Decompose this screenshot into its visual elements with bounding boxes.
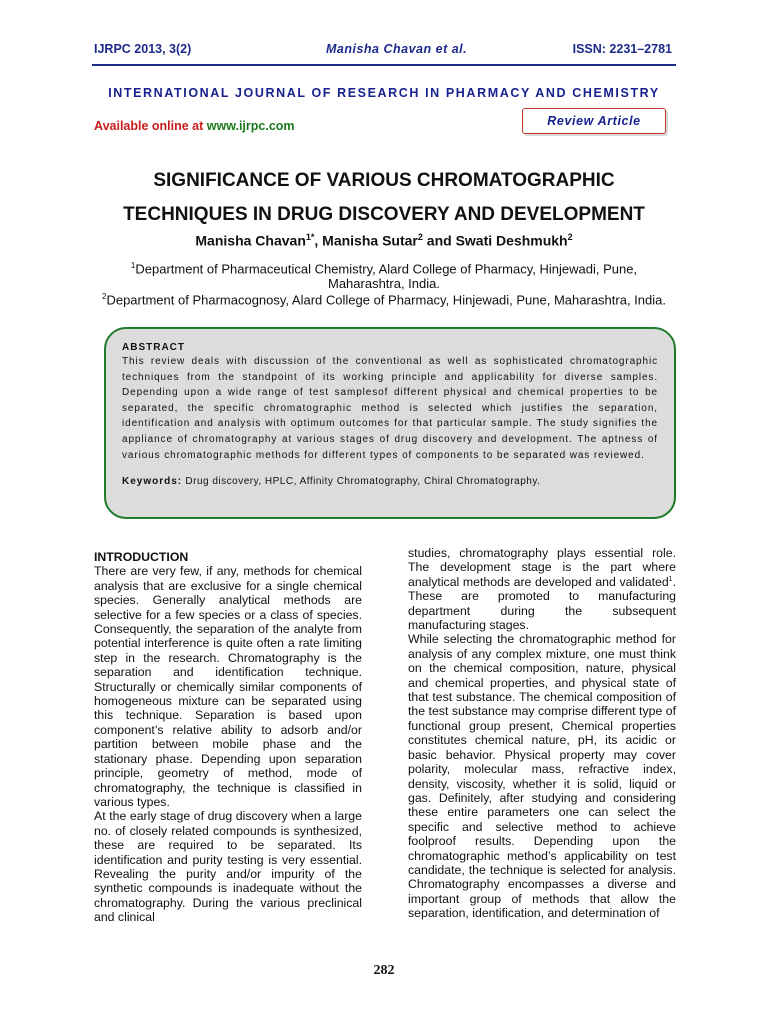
running-authors: Manisha Chavan et al. <box>326 42 468 56</box>
abstract-text: This review deals with discussion of the conventional as well as sophisticated chromatographic techniques from the standpoint of its working principle and applicability for diverse samples. Depending upon a wide range of test samplesof different physical and chemical properties to be separated, the specific chromatographic method is selected which justifies the separation, identification and analysis with optimum outcomes for that particular sample. The study signifies the appliance of chromatography at various stages of drug discovery and development. The aptness of various chromatographic methods for different types of components to be separated was reviewed. <box>122 356 658 461</box>
title-line-1: SIGNIFICANCE OF VARIOUS CHROMATOGRAPHIC <box>153 170 615 191</box>
author-3-mark: 2 <box>567 232 573 242</box>
abstract-heading: ABSTRACT <box>122 342 185 353</box>
author-3: Swati Deshmukh <box>455 232 568 249</box>
affiliation-2 <box>92 289 676 307</box>
issn: ISSN: 2231–2781 <box>572 42 672 56</box>
paragraph: At the early stage of drug discovery when a large no. of closely related compounds is synthesized, these are required to be separated. Its identification and purity testing is very essential. Revealing the purity and/or impurity of the synthetic compounds is inadequate without the chromatography. During the various preclinical and clinical <box>94 809 362 925</box>
running-header <box>94 42 672 60</box>
affiliation-text: Department of Pharmacognosy, Alard College of Pharmacy, Hinjewadi, Pune, Maharashtra, India. <box>106 292 666 308</box>
paragraph <box>408 546 676 632</box>
journal-citation: IJRPC 2013, 3(2) <box>94 42 192 56</box>
affiliation-text: Department of Pharmaceutical Chemistry, Alard College of Pharmacy, Hinjewadi, Pune, Maharashtra, India. <box>135 261 638 292</box>
author-1: Manisha Chavan <box>195 232 306 249</box>
body-column-right <box>408 546 676 921</box>
header-divider <box>92 64 676 66</box>
affiliation-mark: 1 <box>130 261 136 270</box>
body-column-left <box>94 550 362 925</box>
abstract-box <box>104 327 676 519</box>
affiliation-mark: 2 <box>102 292 107 301</box>
journal-url-link[interactable]: www.ijrpc.com <box>206 119 295 133</box>
keywords-list: Drug discovery, HPLC, Affinity Chromatography, Chiral Chromatography. <box>182 476 541 488</box>
keywords <box>122 474 658 489</box>
author-2-mark: 2 <box>417 232 423 242</box>
page-number: 282 <box>373 963 395 978</box>
section-heading-introduction: INTRODUCTION <box>94 550 189 564</box>
paragraph-text: studies, chromatography plays essential role. The development stage is the part where analytical methods are developed and validated <box>408 546 676 589</box>
affiliation-1 <box>92 258 676 291</box>
author-list <box>0 232 768 249</box>
availability-label: Available online at <box>94 119 207 133</box>
author-1-mark: 1* <box>305 232 315 242</box>
paragraph-text: . These are promoted to manufacturing department during the subsequent manufacturing stages. <box>408 574 676 633</box>
journal-name: INTERNATIONAL JOURNAL OF RESEARCH IN PHARMACY AND CHEMISTRY <box>108 86 660 100</box>
keywords-label: Keywords: <box>122 476 183 488</box>
title-line-2: TECHNIQUES IN DRUG DISCOVERY AND DEVELOPMENT <box>123 204 645 225</box>
author-separator: , <box>314 232 323 249</box>
article-type-badge: Review Article <box>522 108 666 134</box>
article-title <box>0 164 768 232</box>
paragraph: There are very few, if any, methods for chemical analysis that are exclusive for a single chemical species. Generally analytical methods are selective for a few species or a class of species. Consequently, the separation of the analyte from potential interference is quite often a rate limiting step in the research. Chromatography is the separation and identification technique. Structurally or chemically similar components of homogeneous mixture can be separated using this technique. Separation is based upon component’s relative ability to adsorb and/or partition between mobile phase and the stationary phase. Depending upon separation principle, geometry of method, mode of chromatography, the technique is classified in various types. <box>94 564 362 809</box>
paragraph: While selecting the chromatographic method for analysis of any complex mixture, one must think on the chemical composition, nature, physical and chemical properties, and physical state of that test substance. The chemical composition of the test substance may comprise different type of functional group present, Chemical properties constitutes chemical nature, pH, its acidic or basic behavior. Physical property may cover polarity, molecular mass, refractive index, density, viscosity, whether it is solid, liquid or gas. Definitely, after studying and considering these entire parameters one can select the specific and selective method to achieve foolproof results. Depending upon the chromatographic method’s applicability on test candidate, the technique is selected for analysis. Chromatography encompasses a diverse and important group of methods that allow the separation, identification, and determination of <box>408 632 676 921</box>
author-2: Manisha Sutar <box>322 232 418 249</box>
availability-line <box>94 119 295 133</box>
citation-reference[interactable]: 1 <box>668 575 673 583</box>
author-separator: and <box>422 232 456 249</box>
